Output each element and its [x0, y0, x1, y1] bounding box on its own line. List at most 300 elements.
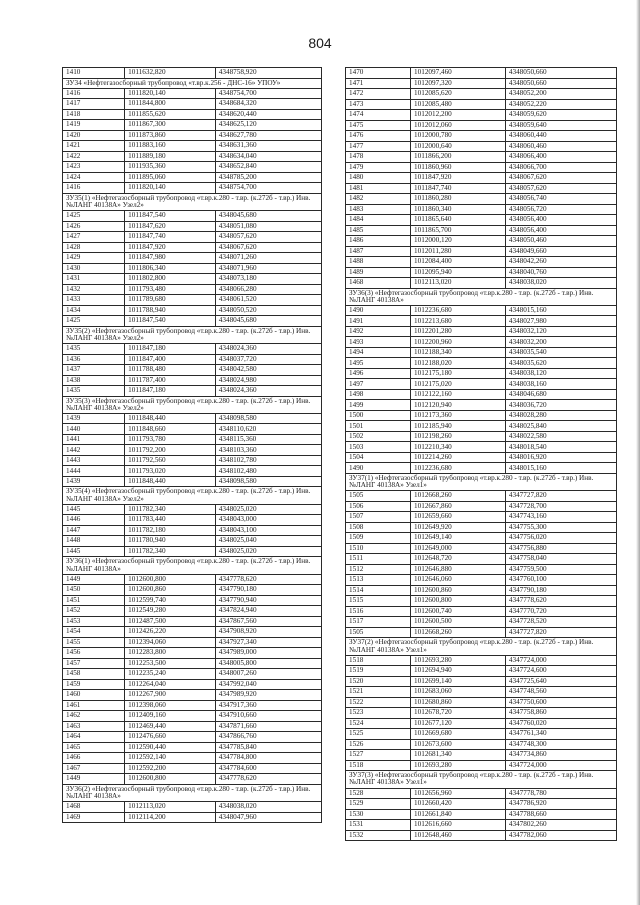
plot-header: ЗУ35(1) «Нефтегазосборный трубопровод «т.вр.к.280 - т.вр. (к.272б - т.вр.) Инв. №ЛАНГ 40138А» Узел2»: [63, 193, 322, 210]
point-number-cell: 1523: [346, 708, 411, 719]
point-number-cell: 1427: [63, 232, 125, 243]
x-coordinate-cell: 1012592,140: [125, 753, 216, 764]
table-row: [63, 669, 322, 680]
x-coordinate-cell: 1011847,920: [125, 242, 216, 253]
point-number-cell: 1416: [63, 88, 125, 99]
point-number-cell: 1425: [63, 316, 125, 327]
y-coordinate-cell: 4347785,840: [215, 742, 321, 753]
y-coordinate-cell: 4348102,780: [215, 455, 321, 466]
point-number-cell: 1466: [63, 753, 125, 764]
table-row: [346, 89, 617, 100]
point-number-cell: 1457: [63, 658, 125, 669]
x-coordinate-cell: 1012085,480: [411, 99, 506, 110]
point-number-cell: 1426: [63, 221, 125, 232]
point-number-cell: 1451: [63, 595, 125, 606]
plot-header: ЗУ37(1) «Нефтегазосборный трубопровод «т.вр.к.280 - т.вр. (к.272б - т.вр.) Инв. №ЛАНГ 40138А» Узел1»: [346, 473, 617, 490]
y-coordinate-cell: 4347724,000: [505, 655, 616, 666]
point-number-cell: 1517: [346, 617, 411, 628]
point-number-cell: 1500: [346, 410, 411, 421]
table-row: [63, 476, 322, 487]
table-row: [63, 700, 322, 711]
table-row: [63, 732, 322, 743]
table-row: [63, 515, 322, 526]
table-row: [346, 564, 617, 575]
x-coordinate-cell: 1012173,360: [411, 410, 506, 421]
x-coordinate-cell: 1012097,320: [411, 78, 506, 89]
table-row: [346, 596, 617, 607]
y-coordinate-cell: 4348043,100: [215, 525, 321, 536]
point-number-cell: 1520: [346, 676, 411, 687]
y-coordinate-cell: 4347927,340: [215, 637, 321, 648]
table-row: [63, 221, 322, 232]
point-number-cell: 1527: [346, 750, 411, 761]
point-number-cell: 1448: [63, 536, 125, 547]
table-row: [63, 525, 322, 536]
x-coordinate-cell: 1011788,480: [125, 365, 216, 376]
table-row: [63, 546, 322, 557]
y-coordinate-cell: 4348625,120: [215, 120, 321, 131]
table-row: [346, 410, 617, 421]
table-row: [63, 658, 322, 669]
point-number-cell: 1458: [63, 669, 125, 680]
y-coordinate-cell: 4348060,440: [505, 131, 616, 142]
point-number-cell: 1503: [346, 442, 411, 453]
x-coordinate-cell: 1012394,060: [125, 637, 216, 648]
point-number-cell: 1444: [63, 466, 125, 477]
table-row: [63, 753, 322, 764]
table-row: [346, 152, 617, 163]
table-row: [346, 141, 617, 152]
x-coordinate-cell: 1012426,220: [125, 627, 216, 638]
y-coordinate-cell: 4348754,700: [215, 183, 321, 194]
x-coordinate-cell: 1012012,060: [411, 120, 506, 131]
x-coordinate-cell: 1011855,620: [125, 109, 216, 120]
point-number-cell: 1473: [346, 99, 411, 110]
y-coordinate-cell: 4347724,000: [505, 760, 616, 771]
x-coordinate-cell: 1012175,020: [411, 379, 506, 390]
point-number-cell: 1478: [346, 152, 411, 163]
y-coordinate-cell: 4348032,120: [505, 326, 616, 337]
point-number-cell: 1468: [346, 278, 411, 289]
point-number-cell: 1472: [346, 89, 411, 100]
table-body-left: [63, 68, 322, 823]
plot-header: ЗУ34 «Нефтегазосборный трубопровод «т.вр.к.256 - ДНС-16» УПОУ»: [63, 78, 322, 88]
y-coordinate-cell: 4348038,120: [505, 368, 616, 379]
y-coordinate-cell: 4348052,220: [505, 99, 616, 110]
table-row: [63, 585, 322, 596]
y-coordinate-cell: 4348037,720: [215, 354, 321, 365]
x-coordinate-cell: 1012236,680: [411, 305, 506, 316]
y-coordinate-cell: 4348025,020: [215, 546, 321, 557]
point-number-cell: 1432: [63, 284, 125, 295]
x-coordinate-cell: 1012012,200: [411, 110, 506, 121]
table-row: [346, 183, 617, 194]
point-number-cell: 1446: [63, 515, 125, 526]
table-row: [346, 99, 617, 110]
table-row: [346, 708, 617, 719]
point-number-cell: 1532: [346, 830, 411, 841]
point-number-cell: 1516: [346, 606, 411, 617]
x-coordinate-cell: 1011860,960: [411, 162, 506, 173]
point-number-cell: 1434: [63, 305, 125, 316]
x-coordinate-cell: 1012188,020: [411, 358, 506, 369]
y-coordinate-cell: 4347866,760: [215, 732, 321, 743]
table-row: [346, 442, 617, 453]
y-coordinate-cell: 4347784,800: [215, 753, 321, 764]
x-coordinate-cell: 1012590,440: [125, 742, 216, 753]
x-coordinate-cell: 1012175,180: [411, 368, 506, 379]
y-coordinate-cell: 4348007,260: [215, 669, 321, 680]
table-row: [63, 648, 322, 659]
point-number-cell: 1410: [63, 68, 125, 79]
x-coordinate-cell: 1012616,660: [411, 820, 506, 831]
y-coordinate-cell: 4348024,360: [215, 344, 321, 355]
x-coordinate-cell: 1011847,980: [125, 253, 216, 264]
table-row: [346, 687, 617, 698]
point-number-cell: 1450: [63, 585, 125, 596]
point-number-cell: 1491: [346, 316, 411, 327]
plot-header: ЗУ37(2) «Нефтегазосборный трубопровод «т.вр.к.280 - т.вр. (к.272б - т.вр.) Инв. №ЛАНГ 40138А» Узел1»: [346, 638, 617, 655]
point-number-cell: 1470: [346, 68, 411, 79]
point-number-cell: 1462: [63, 711, 125, 722]
table-row: [63, 574, 322, 585]
point-number-cell: 1459: [63, 679, 125, 690]
x-coordinate-cell: 1011793,480: [125, 284, 216, 295]
y-coordinate-cell: 4348620,440: [215, 109, 321, 120]
x-coordinate-cell: 1012113,020: [411, 278, 506, 289]
x-coordinate-cell: 1012122,160: [411, 389, 506, 400]
y-coordinate-cell: 4348627,780: [215, 130, 321, 141]
y-coordinate-cell: 4347748,300: [505, 739, 616, 750]
y-coordinate-cell: 4348066,400: [505, 152, 616, 163]
x-coordinate-cell: 1011847,180: [125, 344, 216, 355]
table-row: [346, 554, 617, 565]
point-number-cell: 1492: [346, 326, 411, 337]
point-number-cell: 1507: [346, 512, 411, 523]
point-number-cell: 1486: [346, 236, 411, 247]
table-row: [346, 78, 617, 89]
point-number-cell: 1526: [346, 739, 411, 750]
table-row: [63, 211, 322, 222]
point-number-cell: 1489: [346, 267, 411, 278]
y-coordinate-cell: 4348050,660: [505, 78, 616, 89]
table-row: [63, 434, 322, 445]
table-row: [346, 120, 617, 131]
y-coordinate-cell: 4348024,980: [215, 375, 321, 386]
table-row: [63, 424, 322, 435]
point-number-cell: 1449: [63, 774, 125, 785]
table-row: [63, 774, 322, 785]
table-row: [63, 637, 322, 648]
table-row: [346, 389, 617, 400]
point-number-cell: 1524: [346, 718, 411, 729]
point-number-cell: 1443: [63, 455, 125, 466]
x-coordinate-cell: 1012646,060: [411, 575, 506, 586]
x-coordinate-cell: 1012678,720: [411, 708, 506, 719]
coordinates-table-left: [62, 67, 322, 823]
table-row: [346, 585, 617, 596]
point-number-cell: 1433: [63, 295, 125, 306]
table-row: [63, 183, 322, 194]
point-number-cell: 1428: [63, 242, 125, 253]
point-number-cell: 1417: [63, 99, 125, 110]
y-coordinate-cell: 4348061,520: [215, 295, 321, 306]
point-number-cell: 1449: [63, 574, 125, 585]
point-number-cell: 1487: [346, 246, 411, 257]
x-coordinate-cell: 1012668,260: [411, 627, 506, 638]
x-coordinate-cell: 1012476,660: [125, 732, 216, 743]
point-number-cell: 1460: [63, 690, 125, 701]
point-number-cell: 1455: [63, 637, 125, 648]
x-coordinate-cell: 1012120,940: [411, 400, 506, 411]
point-number-cell: 1464: [63, 732, 125, 743]
x-coordinate-cell: 1011847,540: [125, 316, 216, 327]
table-row: [346, 68, 617, 79]
point-number-cell: 1437: [63, 365, 125, 376]
coordinates-table: [345, 67, 617, 841]
x-coordinate-cell: 1011860,340: [411, 204, 506, 215]
table-row: [63, 466, 322, 477]
table-row: [63, 344, 322, 355]
x-coordinate-cell: 1012600,860: [125, 585, 216, 596]
scan-edge-shadow: [636, 0, 640, 905]
y-coordinate-cell: 4348024,360: [215, 386, 321, 397]
point-number-cell: 1531: [346, 820, 411, 831]
x-coordinate-cell: 1012649,000: [411, 543, 506, 554]
plot-header-row: [63, 557, 322, 574]
point-number-cell: 1518: [346, 655, 411, 666]
x-coordinate-cell: 1011632,820: [125, 68, 216, 79]
point-number-cell: 1423: [63, 162, 125, 173]
y-coordinate-cell: 4348050,460: [505, 236, 616, 247]
y-coordinate-cell: 4347727,820: [505, 627, 616, 638]
table-row: [63, 295, 322, 306]
point-number-cell: 1445: [63, 546, 125, 557]
x-coordinate-cell: 1011848,440: [125, 476, 216, 487]
y-coordinate-cell: 4347727,820: [505, 491, 616, 502]
y-coordinate-cell: 4347756,020: [505, 533, 616, 544]
table-row: [346, 368, 617, 379]
point-number-cell: 1515: [346, 596, 411, 607]
y-coordinate-cell: 4347755,300: [505, 522, 616, 533]
table-row: [346, 830, 617, 841]
table-row: [346, 347, 617, 358]
x-coordinate-cell: 1012600,860: [411, 585, 506, 596]
x-coordinate-cell: 1011848,660: [125, 424, 216, 435]
x-coordinate-cell: 1012084,400: [411, 257, 506, 268]
y-coordinate-cell: 4348073,180: [215, 274, 321, 285]
y-coordinate-cell: 4348049,660: [505, 246, 616, 257]
table-row: [63, 99, 322, 110]
y-coordinate-cell: 4348038,020: [505, 278, 616, 289]
y-coordinate-cell: 4347989,000: [215, 648, 321, 659]
point-number-cell: 1435: [63, 344, 125, 355]
y-coordinate-cell: 4347917,360: [215, 700, 321, 711]
x-coordinate-cell: 1011865,700: [411, 225, 506, 236]
plot-header-row: [346, 638, 617, 655]
y-coordinate-cell: 4348018,540: [505, 442, 616, 453]
point-number-cell: 1522: [346, 697, 411, 708]
table-row: [346, 267, 617, 278]
coordinates-table-right: [345, 67, 617, 841]
y-coordinate-cell: 4347770,720: [505, 606, 616, 617]
x-coordinate-cell: 1012253,500: [125, 658, 216, 669]
table-row: [346, 799, 617, 810]
x-coordinate-cell: 1012592,200: [125, 763, 216, 774]
y-coordinate-cell: 4348067,620: [215, 242, 321, 253]
plot-header-row: [63, 193, 322, 210]
y-coordinate-cell: 4347734,860: [505, 750, 616, 761]
point-number-cell: 1438: [63, 375, 125, 386]
point-number-cell: 1481: [346, 183, 411, 194]
plot-header-row: [63, 487, 322, 504]
y-coordinate-cell: 4347867,560: [215, 616, 321, 627]
y-coordinate-cell: 4348631,360: [215, 141, 321, 152]
x-coordinate-cell: 1012600,800: [125, 574, 216, 585]
table-row: [346, 697, 617, 708]
y-coordinate-cell: 4347743,160: [505, 512, 616, 523]
point-number-cell: 1474: [346, 110, 411, 121]
x-coordinate-cell: 1012646,880: [411, 564, 506, 575]
x-coordinate-cell: 1012097,460: [411, 68, 506, 79]
table-row: [346, 617, 617, 628]
point-number-cell: 1424: [63, 172, 125, 183]
table-row: [346, 750, 617, 761]
table-row: [346, 522, 617, 533]
x-coordinate-cell: 1012188,340: [411, 347, 506, 358]
table-row: [63, 606, 322, 617]
x-coordinate-cell: 1012661,840: [411, 809, 506, 820]
point-number-cell: 1483: [346, 204, 411, 215]
table-row: [346, 194, 617, 205]
y-coordinate-cell: 4347992,040: [215, 679, 321, 690]
point-number-cell: 1416: [63, 183, 125, 194]
x-coordinate-cell: 1012114,200: [125, 812, 216, 823]
point-number-cell: 1418: [63, 109, 125, 120]
point-number-cell: 1529: [346, 799, 411, 810]
table-row: [346, 606, 617, 617]
plot-header-row: [346, 473, 617, 490]
x-coordinate-cell: 1012264,040: [125, 679, 216, 690]
table-row: [63, 365, 322, 376]
point-number-cell: 1475: [346, 120, 411, 131]
point-number-cell: 1511: [346, 554, 411, 565]
x-coordinate-cell: 1012214,260: [411, 452, 506, 463]
plot-header: ЗУ35(4) «Нефтегазосборный трубопровод «т.вр.к.280 - т.вр. (к.272б - т.вр.) Инв. №ЛАНГ 40138А» Узел2»: [63, 487, 322, 504]
x-coordinate-cell: 1011780,940: [125, 536, 216, 547]
x-coordinate-cell: 1012660,420: [411, 799, 506, 810]
table-row: [346, 379, 617, 390]
table-row: [346, 809, 617, 820]
y-coordinate-cell: 4348071,260: [215, 253, 321, 264]
table-row: [63, 109, 322, 120]
y-coordinate-cell: 4348035,540: [505, 347, 616, 358]
y-coordinate-cell: 4348025,020: [215, 504, 321, 515]
y-coordinate-cell: 4348025,040: [215, 536, 321, 547]
table-row: [346, 131, 617, 142]
x-coordinate-cell: 1012699,140: [411, 676, 506, 687]
point-number-cell: 1502: [346, 431, 411, 442]
x-coordinate-cell: 1011792,560: [125, 455, 216, 466]
x-coordinate-cell: 1011789,680: [125, 295, 216, 306]
table-row: [63, 253, 322, 264]
x-coordinate-cell: 1012236,680: [411, 463, 506, 474]
table-row: [63, 354, 322, 365]
y-coordinate-cell: 4348059,620: [505, 110, 616, 121]
table-row: [63, 679, 322, 690]
y-coordinate-cell: 4348040,760: [505, 267, 616, 278]
point-number-cell: 1513: [346, 575, 411, 586]
x-coordinate-cell: 1011847,620: [125, 221, 216, 232]
x-coordinate-cell: 1011860,280: [411, 194, 506, 205]
x-coordinate-cell: 1012200,960: [411, 337, 506, 348]
table-row: [63, 616, 322, 627]
y-coordinate-cell: 4347725,640: [505, 676, 616, 687]
point-number-cell: 1495: [346, 358, 411, 369]
x-coordinate-cell: 1012000,780: [411, 131, 506, 142]
x-coordinate-cell: 1011806,340: [125, 263, 216, 274]
table-row: [63, 284, 322, 295]
table-row: [346, 278, 617, 289]
table-row: [346, 162, 617, 173]
page-number: 804: [308, 35, 332, 51]
y-coordinate-cell: 4348056,740: [505, 194, 616, 205]
y-coordinate-cell: 4348042,260: [505, 257, 616, 268]
y-coordinate-cell: 4348052,200: [505, 89, 616, 100]
x-coordinate-cell: 1011793,020: [125, 466, 216, 477]
x-coordinate-cell: 1011866,200: [411, 152, 506, 163]
point-number-cell: 1498: [346, 389, 411, 400]
x-coordinate-cell: 1011788,940: [125, 305, 216, 316]
table-row: [346, 204, 617, 215]
y-coordinate-cell: 4348066,280: [215, 284, 321, 295]
plot-header: ЗУ36(2) «Нефтегазосборный трубопровод «т.вр.к.280 - т.вр. (к.272б - т.вр.) Инв. №ЛАНГ 40138А»: [63, 784, 322, 801]
point-number-cell: 1493: [346, 337, 411, 348]
point-number-cell: 1476: [346, 131, 411, 142]
x-coordinate-cell: 1011783,440: [125, 515, 216, 526]
point-number-cell: 1521: [346, 687, 411, 698]
x-coordinate-cell: 1011847,740: [411, 183, 506, 194]
point-number-cell: 1504: [346, 452, 411, 463]
point-number-cell: 1506: [346, 501, 411, 512]
x-coordinate-cell: 1012185,940: [411, 421, 506, 432]
y-coordinate-cell: 4348045,680: [215, 316, 321, 327]
y-coordinate-cell: 4347908,920: [215, 627, 321, 638]
table-row: [63, 151, 322, 162]
point-number-cell: 1445: [63, 504, 125, 515]
point-number-cell: 1505: [346, 491, 411, 502]
x-coordinate-cell: 1011848,440: [125, 413, 216, 424]
point-number-cell: 1509: [346, 533, 411, 544]
x-coordinate-cell: 1012694,940: [411, 666, 506, 677]
point-number-cell: 1512: [346, 564, 411, 575]
table-row: [346, 788, 617, 799]
table-row: [63, 802, 322, 813]
y-coordinate-cell: 4347910,660: [215, 711, 321, 722]
point-number-cell: 1447: [63, 525, 125, 536]
y-coordinate-cell: 4348045,680: [215, 211, 321, 222]
table-row: [63, 536, 322, 547]
x-coordinate-cell: 1012677,120: [411, 718, 506, 729]
plot-header-row: [63, 396, 322, 413]
x-coordinate-cell: 1012600,500: [411, 617, 506, 628]
table-row: [346, 225, 617, 236]
table-row: [63, 763, 322, 774]
y-coordinate-cell: 4348005,800: [215, 658, 321, 669]
x-coordinate-cell: 1012648,460: [411, 830, 506, 841]
table-row: [63, 130, 322, 141]
y-coordinate-cell: 4347758,040: [505, 554, 616, 565]
